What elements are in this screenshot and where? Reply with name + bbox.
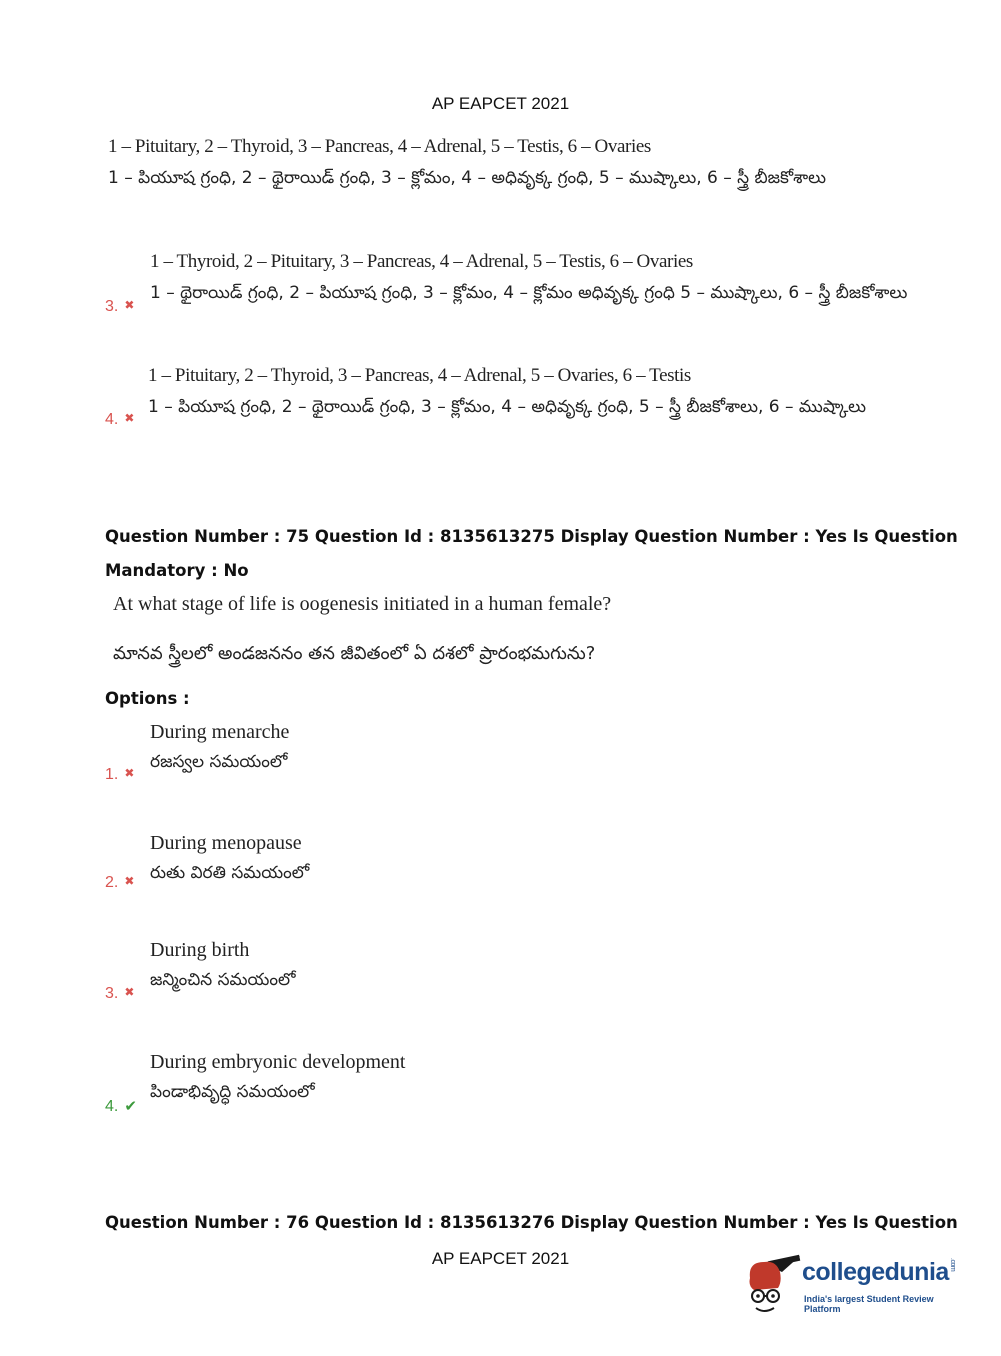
- question-75-meta-line2: Mandatory : No: [105, 561, 249, 580]
- prev-option-2-en: 1 – Pituitary, 2 – Thyroid, 3 – Pancreas, 4 – Adrenal, 5 – Testis, 6 – Ovaries: [108, 136, 651, 157]
- prev-option-3: [150, 247, 907, 309]
- option-3: [150, 935, 295, 995]
- option-number: 2.: [105, 874, 119, 891]
- option-2-en: During menopause: [150, 832, 302, 854]
- prev-option-3-marker: [105, 298, 134, 316]
- prev-option-4-te: 1 – పియూష గ్రంధి, 2 – థైరాయిడ్ గ్రంధి, 3 – క్లోమం, 4 – అధివృక్క గ్రంధి, 5 – స్త్రీ బీజకోశాలు, 6 – ముష్కాలు: [148, 397, 867, 417]
- logo-wordmark: [802, 1258, 956, 1287]
- prev-option-2: [108, 132, 826, 194]
- mascot-icon: [742, 1252, 802, 1316]
- option-2: [150, 828, 309, 888]
- correct-check-icon: ✔: [124, 1098, 137, 1115]
- question-75-text-en: At what stage of life is oogenesis initiated in a human female?: [113, 593, 612, 615]
- wrong-icon: ✖: [124, 411, 135, 425]
- collegedunia-logo: [742, 1252, 972, 1316]
- prev-option-3-en: 1 – Thyroid, 2 – Pituitary, 3 – Pancreas, 4 – Adrenal, 5 – Testis, 6 – Ovaries: [150, 251, 693, 272]
- wrong-icon: ✖: [124, 298, 135, 312]
- option-1-te: రజస్వల సమయంలో: [150, 752, 288, 772]
- option-4: [150, 1047, 406, 1107]
- page-footer-title: AP EAPCET 2021: [431, 1249, 570, 1268]
- prev-option-2-te: 1 – పియూష గ్రంధి, 2 – థైరాయిడ్ గ్రంధి, 3 – క్లోమం, 4 – అధివృక్క గ్రంధి, 5 – ముష్కాలు, 6 – స్త్రీ బీజకోశాలు: [108, 168, 827, 188]
- wrong-icon: ✖: [124, 985, 135, 999]
- page-header: AP EAPCET 2021: [431, 94, 570, 113]
- option-4-en: During embryonic development: [150, 1051, 406, 1073]
- option-4-marker: [105, 1097, 137, 1116]
- question-76-meta-line1: Question Number : 76 Question Id : 8135613276 Display Question Number : Yes Is Question: [105, 1213, 958, 1232]
- option-number: 4.: [105, 1098, 119, 1115]
- option-1: [150, 717, 289, 777]
- option-3-en: During birth: [150, 939, 250, 961]
- logo-brand-text: collegedunia: [802, 1258, 949, 1286]
- option-2-marker: [105, 874, 134, 892]
- prev-option-4-en: 1 – Pituitary, 2 – Thyroid, 3 – Pancreas, 4 – Adrenal, 5 – Ovaries, 6 – Testis: [148, 365, 691, 386]
- question-75-meta-line1: Question Number : 75 Question Id : 8135613275 Display Question Number : Yes Is Question: [105, 527, 958, 546]
- prev-option-4: [148, 361, 866, 423]
- option-4-te: పిండాభివృద్ధి సమయంలో: [150, 1082, 315, 1102]
- option-number: 4.: [105, 411, 119, 428]
- wrong-icon: ✖: [124, 766, 135, 780]
- prev-option-3-te: 1 – థైరాయిడ్ గ్రంధి, 2 – పియూష గ్రంధి, 3 – క్లోమం, 4 – క్లోమం అధివృక్క గ్రంధి 5 – ముష్కాలు, 6 – స్త్రీ బీజకోశాలు: [150, 283, 908, 303]
- option-1-marker: [105, 766, 134, 784]
- question-75-text-te: మానవ స్త్రీలలో అండజననం తన జీవితంలో ఏ దశలో ప్రారంభమగును?: [113, 643, 596, 664]
- logo-tagline: India's largest Student Review Platform: [804, 1294, 934, 1314]
- option-3-te: జన్మించిన సమయంలో: [150, 970, 296, 990]
- option-1-en: During menarche: [150, 721, 290, 743]
- logo-brand-suffix: .com: [948, 1258, 956, 1272]
- option-number: 3.: [105, 298, 119, 315]
- option-3-marker: [105, 985, 134, 1003]
- prev-option-4-marker: [105, 411, 134, 429]
- option-number: 3.: [105, 985, 119, 1002]
- option-number: 1.: [105, 766, 119, 783]
- wrong-icon: ✖: [124, 874, 135, 888]
- options-label: Options :: [105, 689, 190, 708]
- option-2-te: రుతు విరతి సమయంలో: [150, 863, 310, 883]
